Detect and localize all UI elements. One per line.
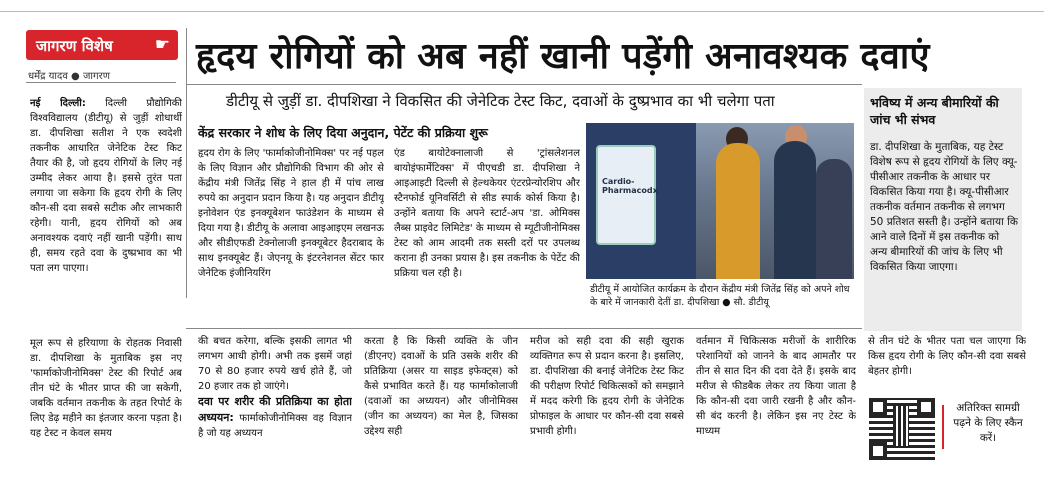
sidebar-title: भविष्य में अन्य बीमारियों की जांच भी संभव bbox=[870, 95, 999, 127]
article-column-2 bbox=[198, 146, 384, 322]
article-column-5 bbox=[364, 334, 518, 464]
qr-prompt bbox=[948, 401, 1028, 446]
paragraph: की बचत करेगा, बल्कि इसकी लागत भी लगभग आधी होगी। अभी तक इसमें जहां 70 से 80 हजार रुपये खर्च होते हैं, जो 20 हजार तक हो जाएंगे। bbox=[198, 336, 352, 392]
subheadline: डीटीयू से जुड़ीं डा. दीपशिखा ने विकसित की जेनेटिक टेस्ट किट, दवाओं के दुष्प्रभाव का भी चलेगा पता bbox=[226, 92, 775, 110]
subheading: दवा पर शरीर की प्रतिक्रिया का होता अध्ययन: bbox=[198, 395, 352, 424]
byline: धर्मेंद्र यादव ● जागरण bbox=[28, 71, 110, 82]
paragraph: मूल रूप से हरियाणा के रोहतक निवासी डा. दीपशिखा के मुताबिक इस नए 'फार्माकोजीनोमिक्स' टेस्ट की रिपोर्ट अब तीन घंटे के भीतर प्राप्त की जा सकेगी, जबकि वर्तमान तकनीक के तहत रिपोर्ट के लिए डेढ़ महीने का इंतजार करना पड़ता है। यह टेस्ट न केवल समय bbox=[30, 338, 182, 439]
article-column-4 bbox=[198, 334, 352, 464]
article-column-6 bbox=[530, 334, 684, 464]
article-column-1b bbox=[30, 336, 182, 466]
paragraph: करता है कि किसी व्यक्ति के जीन (डीएनए) दवाओं के प्रति उसके शरीर की प्रतिक्रिया (असर या साइड इफेक्ट्स) को कैसे प्रभावित करते हैं। यह फार्माकोलाजी (दवाओं का अध्ययन) और जीनोमिक्स (जीन का अध्ययन) का मेल है, जिसका उद्देश्य सही bbox=[364, 336, 518, 437]
byline-rule bbox=[26, 82, 176, 83]
headline-rule bbox=[186, 84, 862, 85]
news-photo bbox=[586, 123, 854, 279]
paragraph: फार्माकोजीनोमिक्स वह विज्ञान है जो यह अध्ययन bbox=[198, 413, 352, 439]
top-border bbox=[0, 0, 1044, 12]
article-column-3 bbox=[394, 146, 580, 322]
person-figure bbox=[774, 141, 816, 279]
paragraph: हृदय रोग के लिए 'फार्माकोजीनोमिक्स' पर नई पहल के लिए विज्ञान और प्रौद्योगिकी विभाग की ओर से केंद्रीय मंत्री जितेंद्र सिंह ने हाल ही में पांच लाख रुपये का अनुदान प्रदान किया है। यह अनुदान डीटीयू इनोवेशन एंड इनक्यूबेशन फाउंडेशन के माध्यम से दिया गया है। डीटीयू के अलावा आइआइएम लखनऊ और सीडीएफडी टेक्नोलाजी इनक्यूबेटर हैदराबाद के साथ इनक्यूबेट हैं। जेएनयू के इंटरनेशनल सेंटर फार जेनेटिक इंजीनियरिंग bbox=[198, 148, 384, 279]
paragraph: मरीज को सही दवा की सही खुराक व्यक्तिगत रूप से प्रदान करना है। इसलिए, डा. दीपशिखा की बनाई जेनेटिक टेस्ट किट की परीक्षण रिपोर्ट चिकित्सकों को समझाने में मदद करेगी कि हृदय रोगी के जेनेटिक प्रोफाइल के आधार पर कौन-सी दवा सबसे प्रभावी होगी। bbox=[530, 336, 684, 437]
qr-code-icon[interactable] bbox=[869, 398, 935, 460]
paragraph: दिल्ली प्रौद्योगिकी विश्वविद्यालय (डीटीयू) से जुड़ीं शोधार्थी डा. दीपशिखा सतीश ने एक स्वदेशी तकनीक आधारित जेनेटिक टेस्ट किट तैयार की है, जो हृदय रोगियों के लिए नई उम्मीद लेकर आया है। इससे तुरंत पता लगाया जा सकेगा कि हृदय रोगी के लिए कौन-सी दवा सबसे सटीक और लाभकारी रहेगी। यानी, हृदय रोगियों को अब अनावश्यक दवाएं नहीं खानी पड़ेंगी। साथ ही, समय रहते दवा के दुष्प्रभाव का भी पता लग पाएगा। bbox=[30, 98, 182, 274]
pointing-hand-icon: ☛ bbox=[154, 35, 170, 55]
kicker: केंद्र सरकार ने शोध के लिए दिया अनुदान, पेटेंट की प्रक्रिया शुरू bbox=[198, 125, 488, 140]
display-screen bbox=[596, 145, 656, 245]
headline: हृदय रोगियों को अब नहीं खानी पड़ेंगी अनावश्यक दवाएं bbox=[196, 36, 930, 77]
sidebar-box bbox=[864, 88, 1022, 331]
dateline: नई दिल्ली: bbox=[30, 98, 86, 109]
paragraph: वर्तमान में चिकित्सक मरीजों के शारीरिक परेशानियों को जानने के बाद आमतौर पर तीन से सात दिन की दवा देते हैं। इसके बाद मरीज से फीडबैक लेकर तय किया जाता है कि कौन-सी दवा जारी रखनी है और कौन-सी बंद करनी है। लेकिन इस नए टेस्ट के माध्यम bbox=[696, 336, 856, 437]
person-figure bbox=[716, 143, 760, 279]
paragraph: एंड बायोटेक्नालाजी से 'ट्रांसलेशनल बायोइंफार्मेटिक्स' में पीएचडी डा. दीपशिखा ने आइआइटी दिल्ली से हेल्थकेयर एंटरप्रेन्योरशिप और स्टैनफोर्ड यूनिवर्सिटी से सीड स्पार्क कोर्स किया है। उन्होंने बताया कि अपने स्टार्ट-अप 'डा. ओमिक्स लैब्स प्राइवेट लिमिटेड' के माध्यम से म्यूटीजीनोमिक्स टेस्ट को आम आदमी तक सस्ती दरों पर उपलब्ध कराना ही उनका प्रयास है। इस तकनीक के पेटेंट की प्रक्रिया चल रही है। bbox=[394, 148, 580, 279]
screen-text: Cardio-Pharmacodx bbox=[602, 177, 658, 195]
section-divider bbox=[186, 328, 862, 329]
paragraph: से तीन घंटे के भीतर पता चल जाएगा कि किस हृदय रोगी के लिए कौन-सी दवा सबसे बेहतर होगी। bbox=[868, 336, 1026, 377]
sidebar-text: डा. दीपशिखा के मुताबिक, यह टेस्ट विशेष रूप से हृदय रोगियों के लिए क्यू-पीसीआर तकनीक के आधार पर विकसित किया गया है। क्यू-पीसीआर तकनीक वर्तमान तकनीक से लगभग 50 प्रतिशत सस्ती है। उन्होंने बताया कि आने वाले दिनों में इस तकनीक को अन्य बीमारियों की जांच के लिए भी विकसित किया जाएगा। bbox=[870, 141, 1018, 273]
person-figure bbox=[816, 159, 852, 279]
article-column-1 bbox=[30, 96, 182, 334]
section-badge-label: जागरण विशेष bbox=[36, 37, 113, 55]
article-column-8 bbox=[868, 334, 1026, 384]
article-column-7 bbox=[696, 334, 856, 464]
section-badge bbox=[26, 30, 178, 60]
column-rule bbox=[186, 28, 187, 298]
qr-prompt-text: अतिरिक्त सामग्री पढ़ने के लिए स्कैन करें। bbox=[953, 402, 1023, 444]
photo-caption: डीटीयू में आयोजित कार्यक्रम के दौरान केंद्रीय मंत्री जितेंद्र सिंह को अपने शोध के बारे में जानकारी देतीं डा. दीपशिखा ● सौ. डीटीयू bbox=[590, 284, 850, 308]
